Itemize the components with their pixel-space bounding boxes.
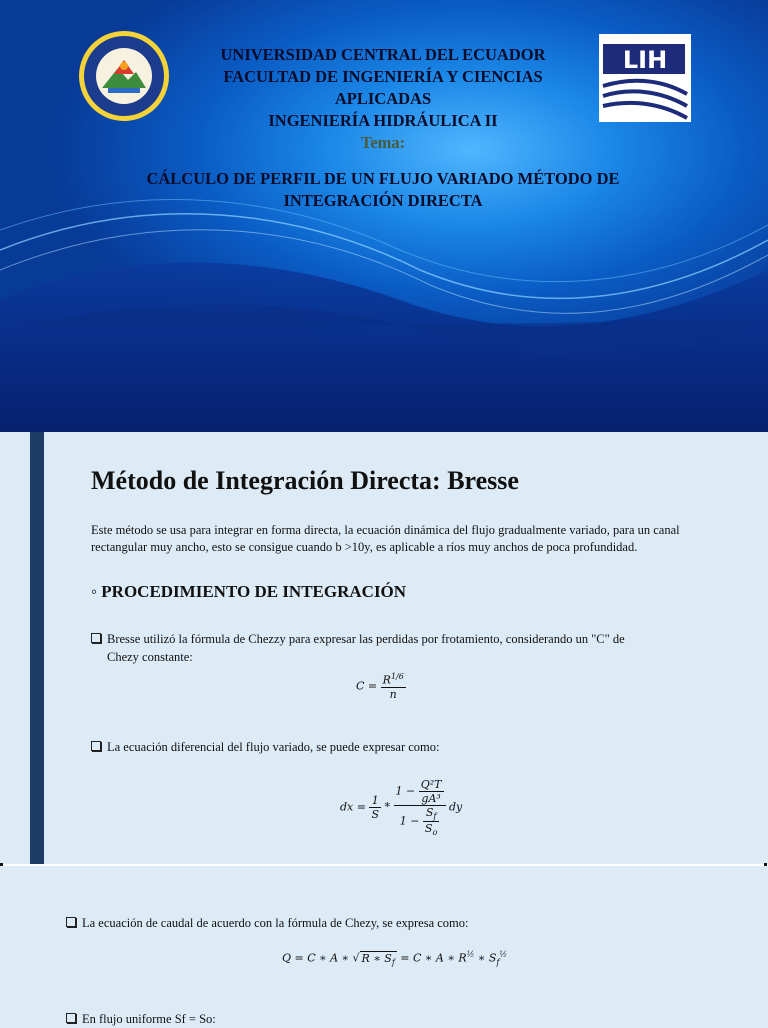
equation-q: Q = C ∗ A ∗ √ R ∗ $S_f = C$ ∗ A ∗ $R^{\frac{1}{2}}$ ∗ $S_f^{\frac{1}{2}}$ (282, 950, 508, 967)
bullet-flow-equation (66, 914, 726, 932)
section-heading: ◦ PROCEDIMIENTO DE INTEGRACIÓN (91, 582, 407, 601)
equation-chezy-c: C = $\frac{R^{1/6}}{n}$ (356, 672, 404, 701)
topic-label: Tema: (360, 133, 406, 152)
faculty-name-cont: APLICADAS (334, 89, 432, 108)
slide-divider (0, 864, 768, 866)
equation-dx: dx = $\frac{1}{S}$ * 1 − $\frac{\text{Q²T}}{\text{gA³}}$ 1 − $\frac{S_f}{S_o}$ dy (340, 778, 463, 838)
title-slide (0, 0, 768, 432)
intro-paragraph: Este método se usa para integrar en forma directa, la ecuación dinámica del flujo gradualmente variado, para un canal rectangular muy ancho, esto se consigue cuando b >10y, es aplicable a ríos muy anchos de poca profundidad. (91, 523, 680, 554)
bullet-text: La ecuación diferencial del flujo variado, se puede expresar como: (107, 740, 440, 754)
checkbox-bullet-icon (91, 741, 101, 751)
checkbox-bullet-icon (66, 1013, 76, 1023)
content-slide (0, 432, 768, 1024)
bullet-chezy-formula (91, 630, 731, 666)
bullet-uniform-flow (66, 1010, 726, 1028)
svg-text:LIH: LIH (622, 46, 668, 74)
bullet-text: En flujo uniforme Sf = So: (82, 1012, 216, 1026)
checkbox-bullet-icon (66, 917, 76, 927)
bullet-text: La ecuación de caudal de acuerdo con la fórmula de Chezy, se expresa como: (82, 916, 469, 930)
course-name: INGENIERÍA HIDRÁULICA II (268, 111, 498, 130)
faculty-name: FACULTAD DE INGENIERÍA Y CIENCIAS (223, 67, 543, 86)
topic-title-line1: CÁLCULO DE PERFIL DE UN FLUJO VARIADO MÉTODO DE (146, 169, 620, 188)
title-block (100, 44, 666, 212)
checkbox-bullet-icon (91, 633, 101, 643)
accent-bar (30, 432, 44, 866)
bullet-text-cont: Chezy constante: (107, 650, 193, 664)
university-name: UNIVERSIDAD CENTRAL DEL ECUADOR (220, 45, 546, 64)
bullet-differential-equation (91, 738, 731, 756)
bullet-text: Bresse utilizó la fórmula de Chezzy para expresar las perdidas por frotamiento, considerando un "C" de (107, 632, 625, 646)
topic-title-line2: INTEGRACIÓN DIRECTA (283, 191, 483, 210)
slide-title: Método de Integración Directa: Bresse (91, 466, 519, 495)
